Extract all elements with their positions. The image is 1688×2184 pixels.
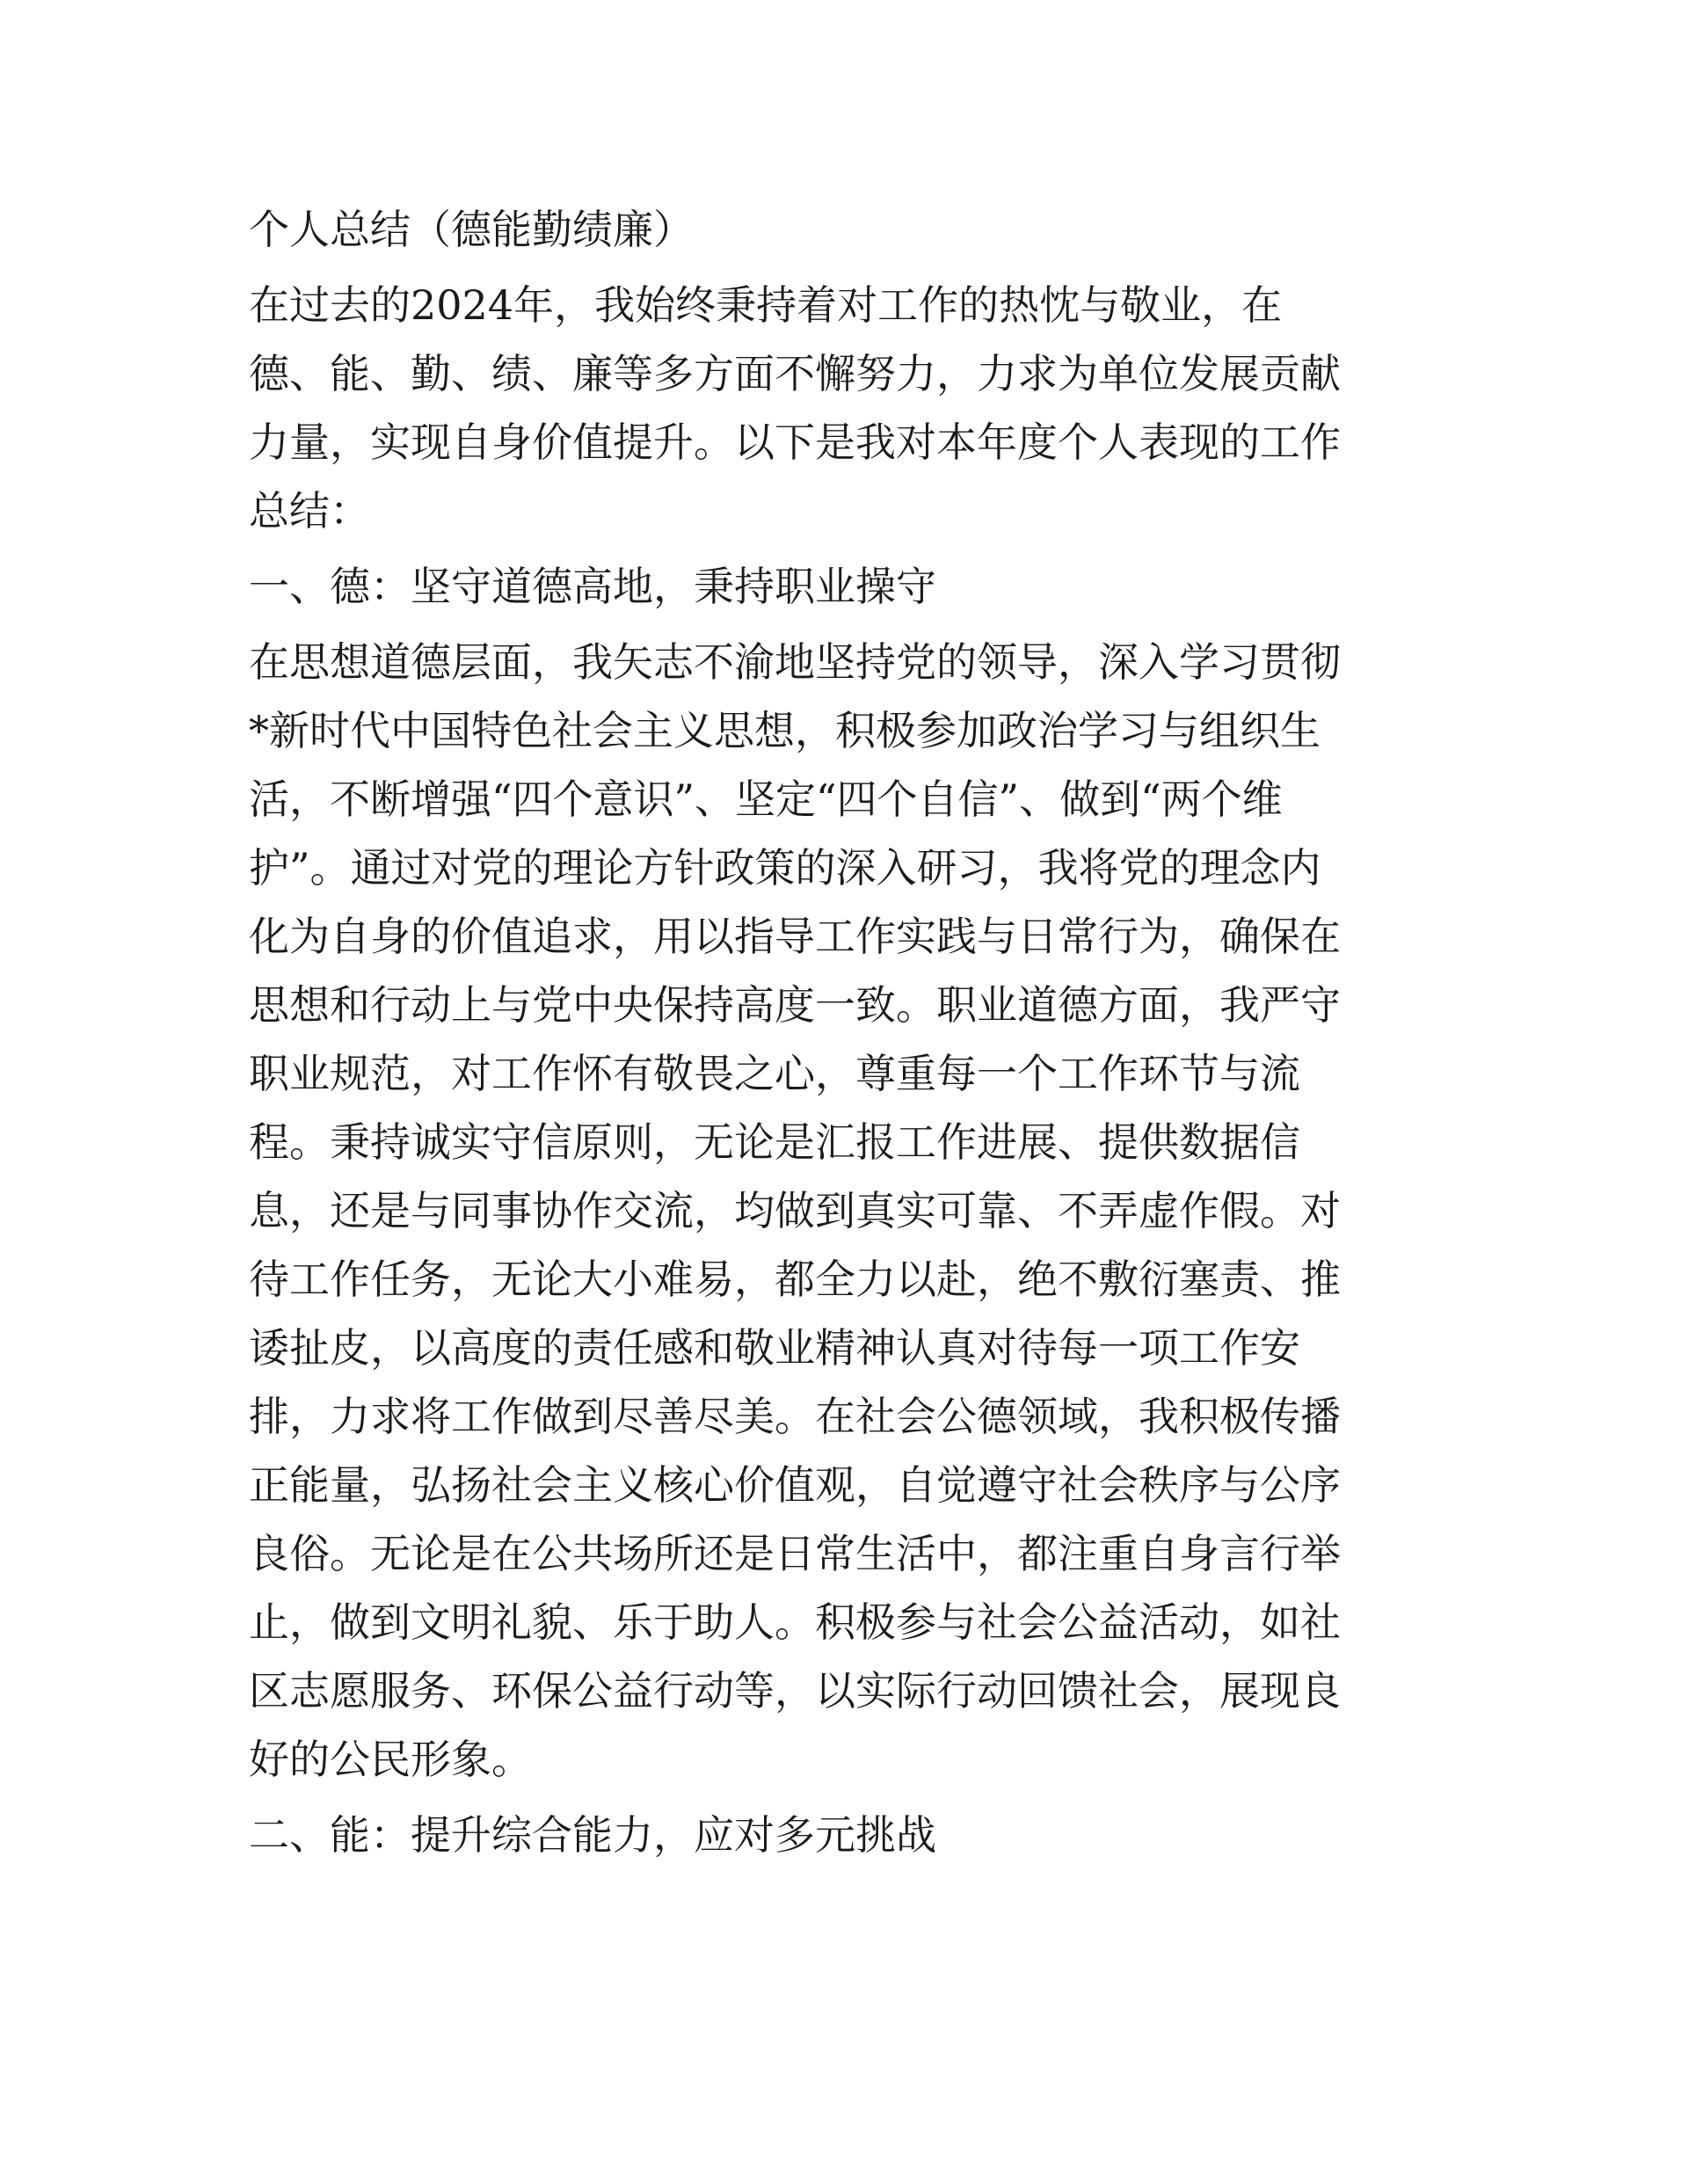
paragraph-line: 正能量，弘扬社会主义核心价值观，自觉遵守社会秩序与公序 <box>249 1461 1341 1509</box>
paragraph-line: 程。秉持诚实守信原则，无论是汇报工作进展、提供数据信 <box>249 1118 1300 1166</box>
paragraph-line: 护”。通过对党的理论方针政策的深入研习，我将党的理念内 <box>249 844 1321 892</box>
paragraph-line: 诿扯皮，以高度的责任感和敬业精神认真对待每一项工作安 <box>249 1324 1300 1372</box>
paragraph-line: 化为自身的价值追求，用以指导工作实践与日常行为，确保在 <box>249 913 1341 960</box>
paragraph-line: 息，还是与同事协作交流，均做到真实可靠、不弄虚作假。对 <box>249 1187 1341 1234</box>
document-body <box>249 195 1444 1876</box>
paragraph-line: 在思想道德层面，我矢志不渝地坚持党的领导，深入学习贯彻 <box>249 638 1341 686</box>
paragraph-line: 思想和行动上与党中央保持高度一致。职业道德方面，我严守 <box>249 981 1341 1029</box>
paragraph-line: 总结： <box>249 487 370 535</box>
paragraph-line: 活，不断增强“四个意识”、坚定“四个自信”、做到“两个维 <box>249 775 1283 823</box>
paragraph-line: 止，做到文明礼貌、乐于助人。积极参与社会公益活动，如社 <box>249 1598 1341 1646</box>
paragraph-line: 德、能、勤、绩、廉等多方面不懈努力，力求为单位发展贡献 <box>249 350 1341 397</box>
paragraph-line: 职业规范，对工作怀有敬畏之心，尊重每一个工作环节与流 <box>249 1050 1300 1097</box>
section-heading-de: 一、德：坚守道德高地，秉持职业操守 <box>249 563 936 610</box>
paragraph-line: 力量，实现自身价值提升。以下是我对本年度个人表现的工作 <box>249 419 1341 466</box>
document-title: 个人总结（德能勤绩廉） <box>249 206 694 253</box>
paragraph-line: 待工作任务，无论大小难易，都全力以赴，绝不敷衍塞责、推 <box>249 1256 1341 1303</box>
paragraph-line: 良俗。无论是在公共场所还是日常生活中，都注重自身言行举 <box>249 1530 1341 1577</box>
paragraph-line: 好的公民形象。 <box>249 1736 532 1783</box>
section-de-paragraph <box>249 628 1444 1794</box>
paragraph-line: 排，力求将工作做到尽善尽美。在社会公德领域，我积极传播 <box>249 1393 1341 1440</box>
paragraph-line: *新时代中国特色社会主义思想，积极参加政治学习与组织生 <box>249 707 1321 754</box>
intro-paragraph <box>249 271 1444 545</box>
section-heading-neng: 二、能：提升综合能力，应对多元挑战 <box>249 1811 936 1859</box>
paragraph-line: 区志愿服务、环保公益行动等，以实际行动回馈社会，展现良 <box>249 1667 1341 1714</box>
paragraph-line: 在过去的2024年，我始终秉持着对工作的热忱与敬业，在 <box>249 281 1283 329</box>
